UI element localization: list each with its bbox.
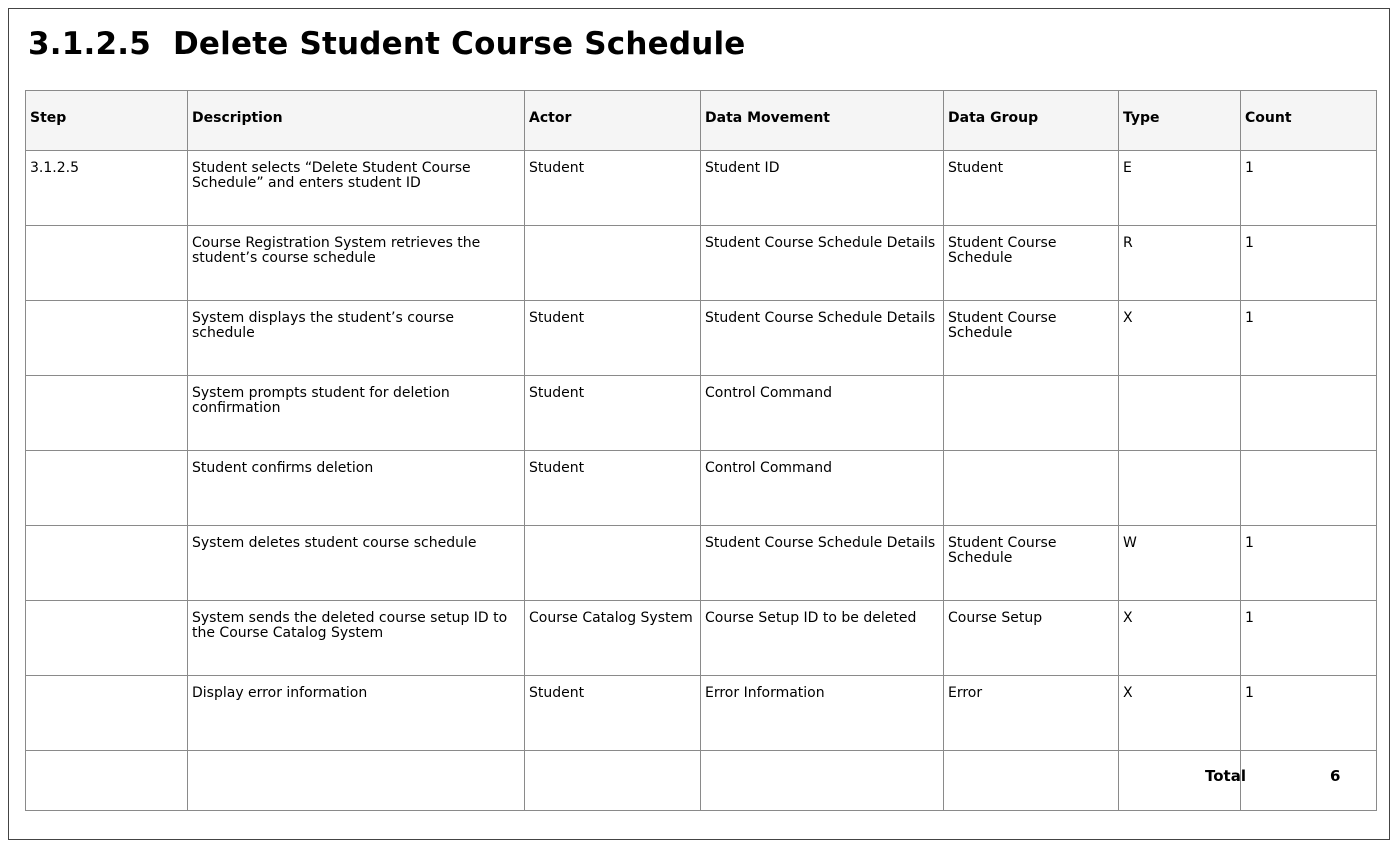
total-value: 6 [1330, 767, 1341, 785]
cell-type: X [1119, 301, 1241, 376]
cell-description: System sends the deleted course setup ID to the Course Catalog System [188, 601, 525, 676]
cell-step [26, 226, 188, 301]
table-row [26, 376, 1377, 451]
cell-empty [188, 751, 525, 811]
cell-description: Student selects “Delete Student Course Schedule” and enters student ID [188, 151, 525, 226]
cell-step: 3.1.2.5 [26, 151, 188, 226]
total-label-cell [1119, 751, 1246, 811]
header-actor: Actor [525, 91, 701, 151]
cell-description: System displays the student’s course schedule [188, 301, 525, 376]
table-row [26, 226, 1377, 301]
cell-data-movement: Course Setup ID to be deleted [701, 601, 944, 676]
table-header-row [26, 91, 1377, 151]
cell-empty [26, 751, 188, 811]
cell-data-movement: Error Information [701, 676, 944, 751]
cell-data-movement: Student Course Schedule Details [701, 301, 944, 376]
cell-count: 1 [1241, 676, 1377, 751]
cell-count: 1 [1241, 151, 1377, 226]
table-row [26, 451, 1377, 526]
header-step: Step [26, 91, 188, 151]
cell-data-group: Student Course Schedule [944, 301, 1119, 376]
cell-actor: Student [525, 376, 701, 451]
cell-actor: Student [525, 451, 701, 526]
table-row [26, 151, 1377, 226]
cell-data-group: Error [944, 676, 1119, 751]
cell-actor [525, 526, 701, 601]
cell-step [26, 676, 188, 751]
cell-data-movement: Student Course Schedule Details [701, 226, 944, 301]
header-type: Type [1119, 91, 1241, 151]
cosmic-steps-table [25, 90, 1377, 811]
cell-data-group [944, 451, 1119, 526]
cell-empty [944, 751, 1119, 811]
table-row [26, 676, 1377, 751]
header-data-movement: Data Movement [701, 91, 944, 151]
cell-count: 1 [1241, 301, 1377, 376]
table-row [26, 526, 1377, 601]
cell-actor: Course Catalog System [525, 601, 701, 676]
cell-type: X [1119, 676, 1241, 751]
cell-actor: Student [525, 676, 701, 751]
cell-data-movement: Control Command [701, 451, 944, 526]
cell-description: Student confirms deletion [188, 451, 525, 526]
total-value-cell [1241, 751, 1377, 811]
cell-description: Display error information [188, 676, 525, 751]
cell-description: System deletes student course schedule [188, 526, 525, 601]
cell-type [1119, 451, 1241, 526]
cell-description: System prompts student for deletion confirmation [188, 376, 525, 451]
table-row [26, 601, 1377, 676]
cell-description: Course Registration System retrieves the student’s course schedule [188, 226, 525, 301]
cell-data-group: Student [944, 151, 1119, 226]
cell-actor [525, 226, 701, 301]
cell-count [1241, 376, 1377, 451]
cell-data-group: Student Course Schedule [944, 526, 1119, 601]
cell-type: X [1119, 601, 1241, 676]
section-title: 3.1.2.5 Delete Student Course Schedule [28, 26, 746, 62]
cell-type: R [1119, 226, 1241, 301]
cell-step [26, 526, 188, 601]
table-row [26, 301, 1377, 376]
cell-type: W [1119, 526, 1241, 601]
cell-count: 1 [1241, 601, 1377, 676]
cell-empty [525, 751, 701, 811]
cell-data-movement: Student ID [701, 151, 944, 226]
cell-type: E [1119, 151, 1241, 226]
cell-step [26, 376, 188, 451]
header-description: Description [188, 91, 525, 151]
cell-data-movement: Student Course Schedule Details [701, 526, 944, 601]
cell-data-group [944, 376, 1119, 451]
cell-count: 1 [1241, 226, 1377, 301]
cell-empty [701, 751, 944, 811]
cell-type [1119, 376, 1241, 451]
total-row [26, 751, 1377, 811]
cell-step [26, 451, 188, 526]
cell-count [1241, 451, 1377, 526]
header-count: Count [1241, 91, 1377, 151]
cell-count: 1 [1241, 526, 1377, 601]
cell-data-group: Student Course Schedule [944, 226, 1119, 301]
total-label: Total [1205, 767, 1246, 785]
cell-data-movement: Control Command [701, 376, 944, 451]
cell-step [26, 601, 188, 676]
cell-step [26, 301, 188, 376]
cell-data-group: Course Setup [944, 601, 1119, 676]
cell-actor: Student [525, 151, 701, 226]
header-data-group: Data Group [944, 91, 1119, 151]
cell-actor: Student [525, 301, 701, 376]
